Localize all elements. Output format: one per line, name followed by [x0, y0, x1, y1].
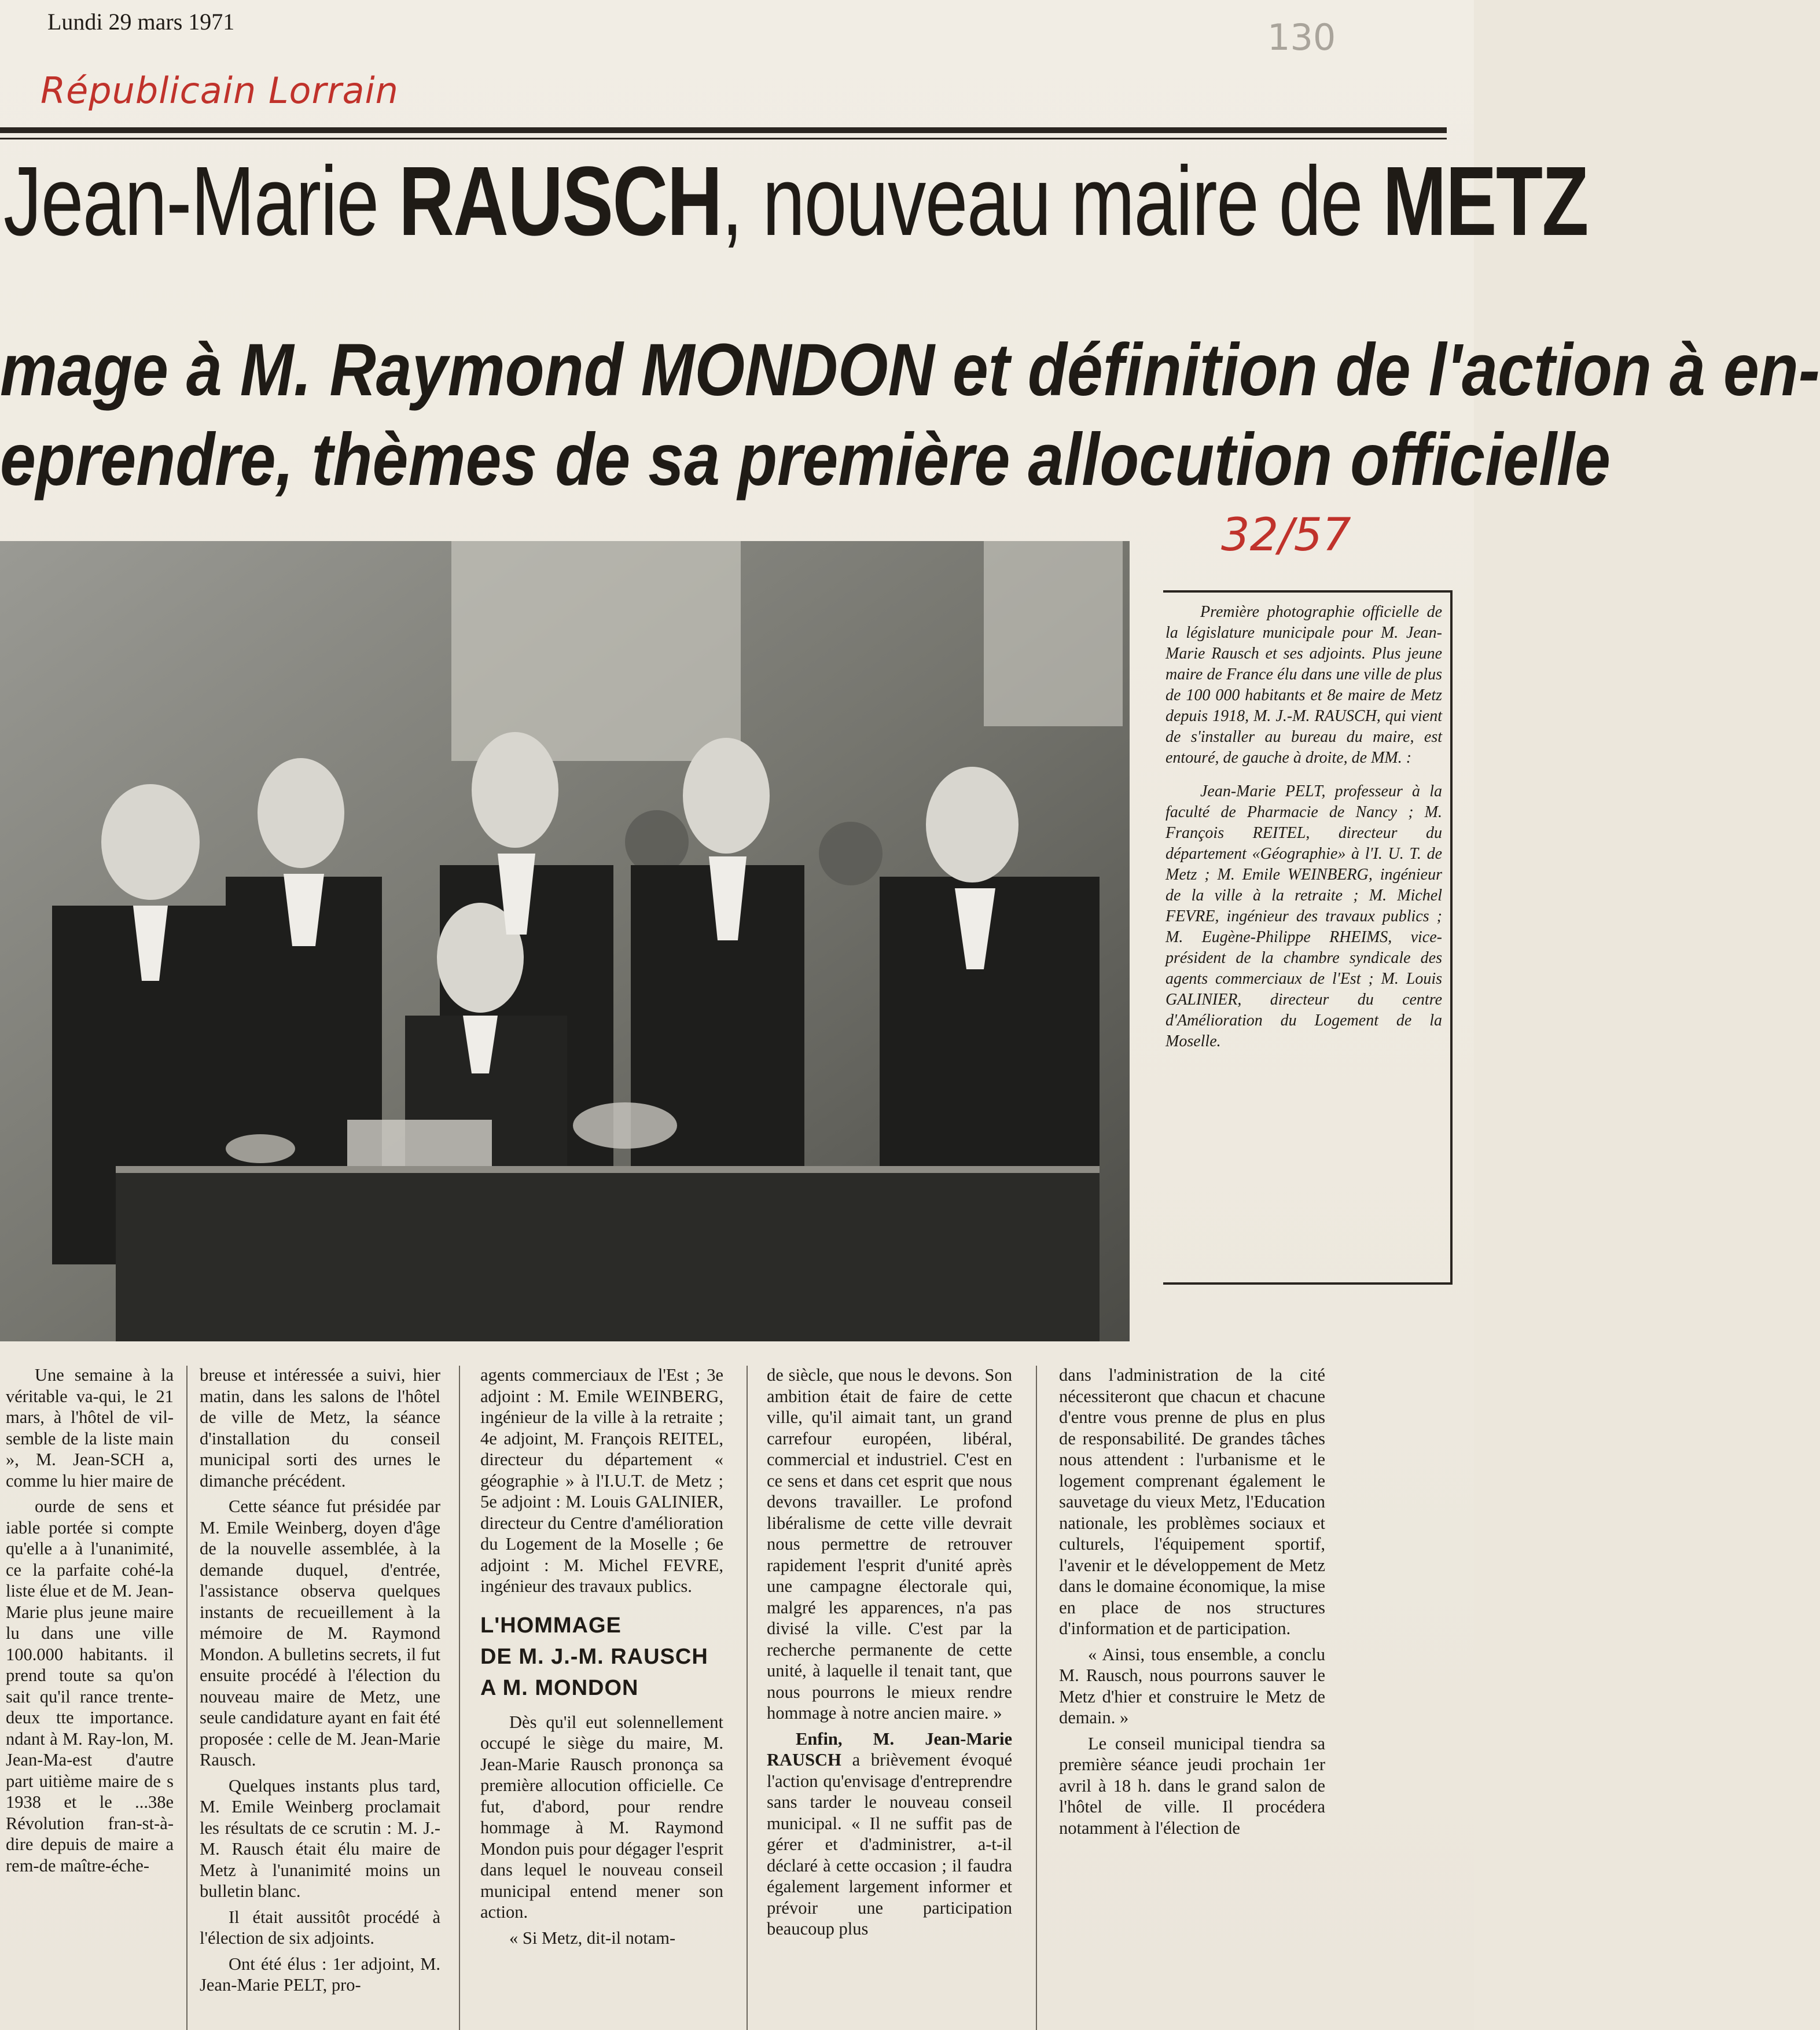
article-column-1: [6, 1365, 174, 2030]
article-paragraph: breuse et intéressée a suivi, hier matin, dans les salons de l'hôtel de ville de Metz, la séance d'installation du conseil municipal sorti des urnes le dimanche précédent.: [200, 1365, 440, 1491]
column-divider: [459, 1366, 460, 2030]
section-heading: [480, 1610, 723, 1704]
article-paragraph: Cette séance fut présidée par M. Emile Weinberg, doyen d'âge de la nouvelle assemblée, à la demande duquel, d'entrée, l'assistance observa quelques instants de recueillement à la mémoire de M. Raymond Mondon. A bulletins secrets, il fut ensuite procédé à l'élection du nouveau maire de Metz, une seule candidature ayant en fait été proposée : celle de M. Jean-Marie Rausch.: [200, 1496, 440, 1770]
article-column-5: [1059, 1365, 1325, 2030]
column-divider: [186, 1366, 187, 2030]
article-paragraph: Ont été élus : 1er adjoint, M. Jean-Marie PELT, pro-: [200, 1954, 440, 1995]
article-paragraph: Il était aussitôt procédé à l'élection de six adjoints.: [200, 1907, 440, 1948]
headline: [3, 146, 1588, 256]
handwritten-reference: 32/57: [1221, 509, 1351, 561]
paragraph-rest: a brièvement évoqué l'action qu'envisage d'entreprendre sans tarder le nouveau conseil municipal. « Il ne suffit pas de gérer et d'administrer, a-t-il déclaré à cette occasion ; il faudra également largement informer et prévoir une participation beaucoup plus: [767, 1750, 1012, 1939]
photo-illustration: [0, 541, 1130, 1341]
article-paragraph: Quelques instants plus tard, M. Emile Weinberg proclamait les résultats de ce scrutin : M. J.-M. Rausch était élu maire de Metz à l'unanimité moins un bulletin blanc.: [200, 1775, 440, 1901]
article-paragraph: « Ainsi, tous ensemble, a conclu M. Rausch, nous pourrons sauver le Metz d'hier et construire le Metz de demain. »: [1059, 1644, 1325, 1727]
headline-part-4: METZ: [1383, 146, 1588, 256]
bold-lead: Enfin, M. Jean-Marie RAUSCH: [767, 1729, 1012, 1770]
section-heading-line: DE M. J.-M. RAUSCH: [480, 1644, 708, 1669]
headline-part-2: RAUSCH: [398, 146, 722, 256]
column-divider: [747, 1366, 748, 2030]
subhead-line-1: mage à M. Raymond MONDON et définition de l'action à en-: [0, 329, 1820, 411]
section-heading-line: L'HOMMAGE: [480, 1613, 622, 1638]
issue-date: Lundi 29 mars 1971: [47, 9, 235, 35]
caption-paragraph: Jean-Marie PELT, professeur à la faculté de Pharmacie de Nancy ; M. François REITEL, directeur du département «Géographie» à l'I. U. T. de Metz ; M. Emile WEINBERG, ingénieur de la ville à la retraite ; M. Michel FEVRE, ingénieur des travaux publics ; M. Eugène-Philippe RHEIMS, vice-président de la chambre syndicale des agents commerciaux de l'Est ; M. Louis GALINIER, directeur du centre d'Amélioration du Logement de la Moselle.: [1165, 782, 1442, 1050]
article-paragraph: Dès qu'il eut solennellement occupé le siège du maire, M. Jean-Marie Rausch prononça sa première allocution officielle. Ce fut, d'abord, pour rendre hommage à M. Raymond Mondon puis pour dégager l'esprit dans lequel le nouveau conseil municipal entend mener son action.: [480, 1712, 723, 1922]
top-rule-thick: [0, 127, 1447, 133]
article-paragraph: Le conseil municipal tiendra sa première séance jeudi prochain 1er avril à 18 h. dans le grand salon de l'hôtel de ville. Il procédera notamment à l'élection de: [1059, 1733, 1325, 1838]
article-paragraph: Une semaine à la véritable va-qui, le 21 mars, à l'hôtel de vil-semble de la liste main », M. Jean-SCH a, comme lu hier maire de: [6, 1365, 174, 1491]
article-paragraph: agents commerciaux de l'Est ; 3e adjoint : M. Emile WEINBERG, ingénieur de la ville à la retraite ; 4e adjoint, M. François REITEL, directeur du département « géographie » à l'I.U.T. de Metz ; 5e adjoint : M. Louis GALINIER, directeur du Centre d'amélioration du Logement de la Moselle ; 6e adjoint : M. Michel FEVRE, ingénieur des travaux publics.: [480, 1365, 723, 1596]
caption-paragraph: Première photographie officielle de la législature municipale pour M. Jean-Marie Rausch et ses adjoints. Plus jeune maire de France élu dans une ville de plus de 100 000 habitants et 8e maire de Metz depuis 1918, M. J.-M. RAUSCH, qui vient de s'installer au bureau du maire, est entouré, de gauche à droite, de MM. :: [1165, 603, 1442, 767]
article-paragraph: de siècle, que nous le devons. Son ambition était de faire de cette ville, qu'il aimait tant, un grand carrefour européen, libéral, commercial et industriel. C'est en ce sens et dans cet esprit que nous devons travailler. Le profond libéralisme de cette ville devrait nous permettre de retrouver rapidement l'esprit d'unité après une campagne électorale qui, malgré les apparences, n'a pas divisé la ville. C'est par la recherche permanente de cette unité, à laquelle il tenait tant, que nous pourrons le mieux rendre hommage à notre ancien maire. »: [767, 1365, 1012, 1723]
top-rule-thin: [0, 138, 1447, 139]
headline-part-3: , nouveau maire de: [721, 146, 1383, 256]
article-column-4: [767, 1365, 1012, 2030]
subhead-line-2: eprendre, thèmes de sa première allocution officielle: [0, 418, 1611, 501]
headline-part-1: Jean-Marie: [3, 146, 399, 256]
pencil-page-number: 130: [1267, 16, 1336, 58]
group-photograph: [0, 541, 1130, 1341]
article-paragraph: ourde de sens et iable portée si compte qu'elle a à l'unanimité, ce la parfaite cohé-la liste élue et de M. Jean-Marie plus jeune maire lu dans une ville 100.000 habitants. il prend toute sa qu'on sait qu'il rance trente-deux tte importance. ndant à M. Ray-lon, M. Jean-Ma-est d'autre part uitième maire de s 1938 et le ...38e Révolution fran-st-à-dire depuis de maire a rem-de maître-éche-: [6, 1496, 174, 1875]
section-heading-line: A M. MONDON: [480, 1675, 639, 1700]
photo-caption: [1165, 602, 1442, 1065]
article-paragraph: [767, 1729, 1012, 1940]
article-paragraph: dans l'administration de la cité nécessiteront que chacun et chacune d'entre vous prenne de plus en plus de responsabilité. De grandes tâches nous attendent : l'urbanisme et le logement comprenant également le sauvetage du vieux Metz, l'Education nationale, les problèmes sociaux et culturels, l'équipement sportif, l'avenir et le développement de Metz dans le domaine économique, la mise en place de nos structures d'information et de participation.: [1059, 1365, 1325, 1638]
article-paragraph: « Si Metz, dit-il notam-: [509, 1928, 676, 1948]
handwritten-paper-name: Républicain Lorrain: [41, 69, 399, 112]
column-divider: [1036, 1366, 1037, 2030]
article-column-2: [200, 1365, 440, 2030]
article-column-3: [480, 1365, 723, 2030]
